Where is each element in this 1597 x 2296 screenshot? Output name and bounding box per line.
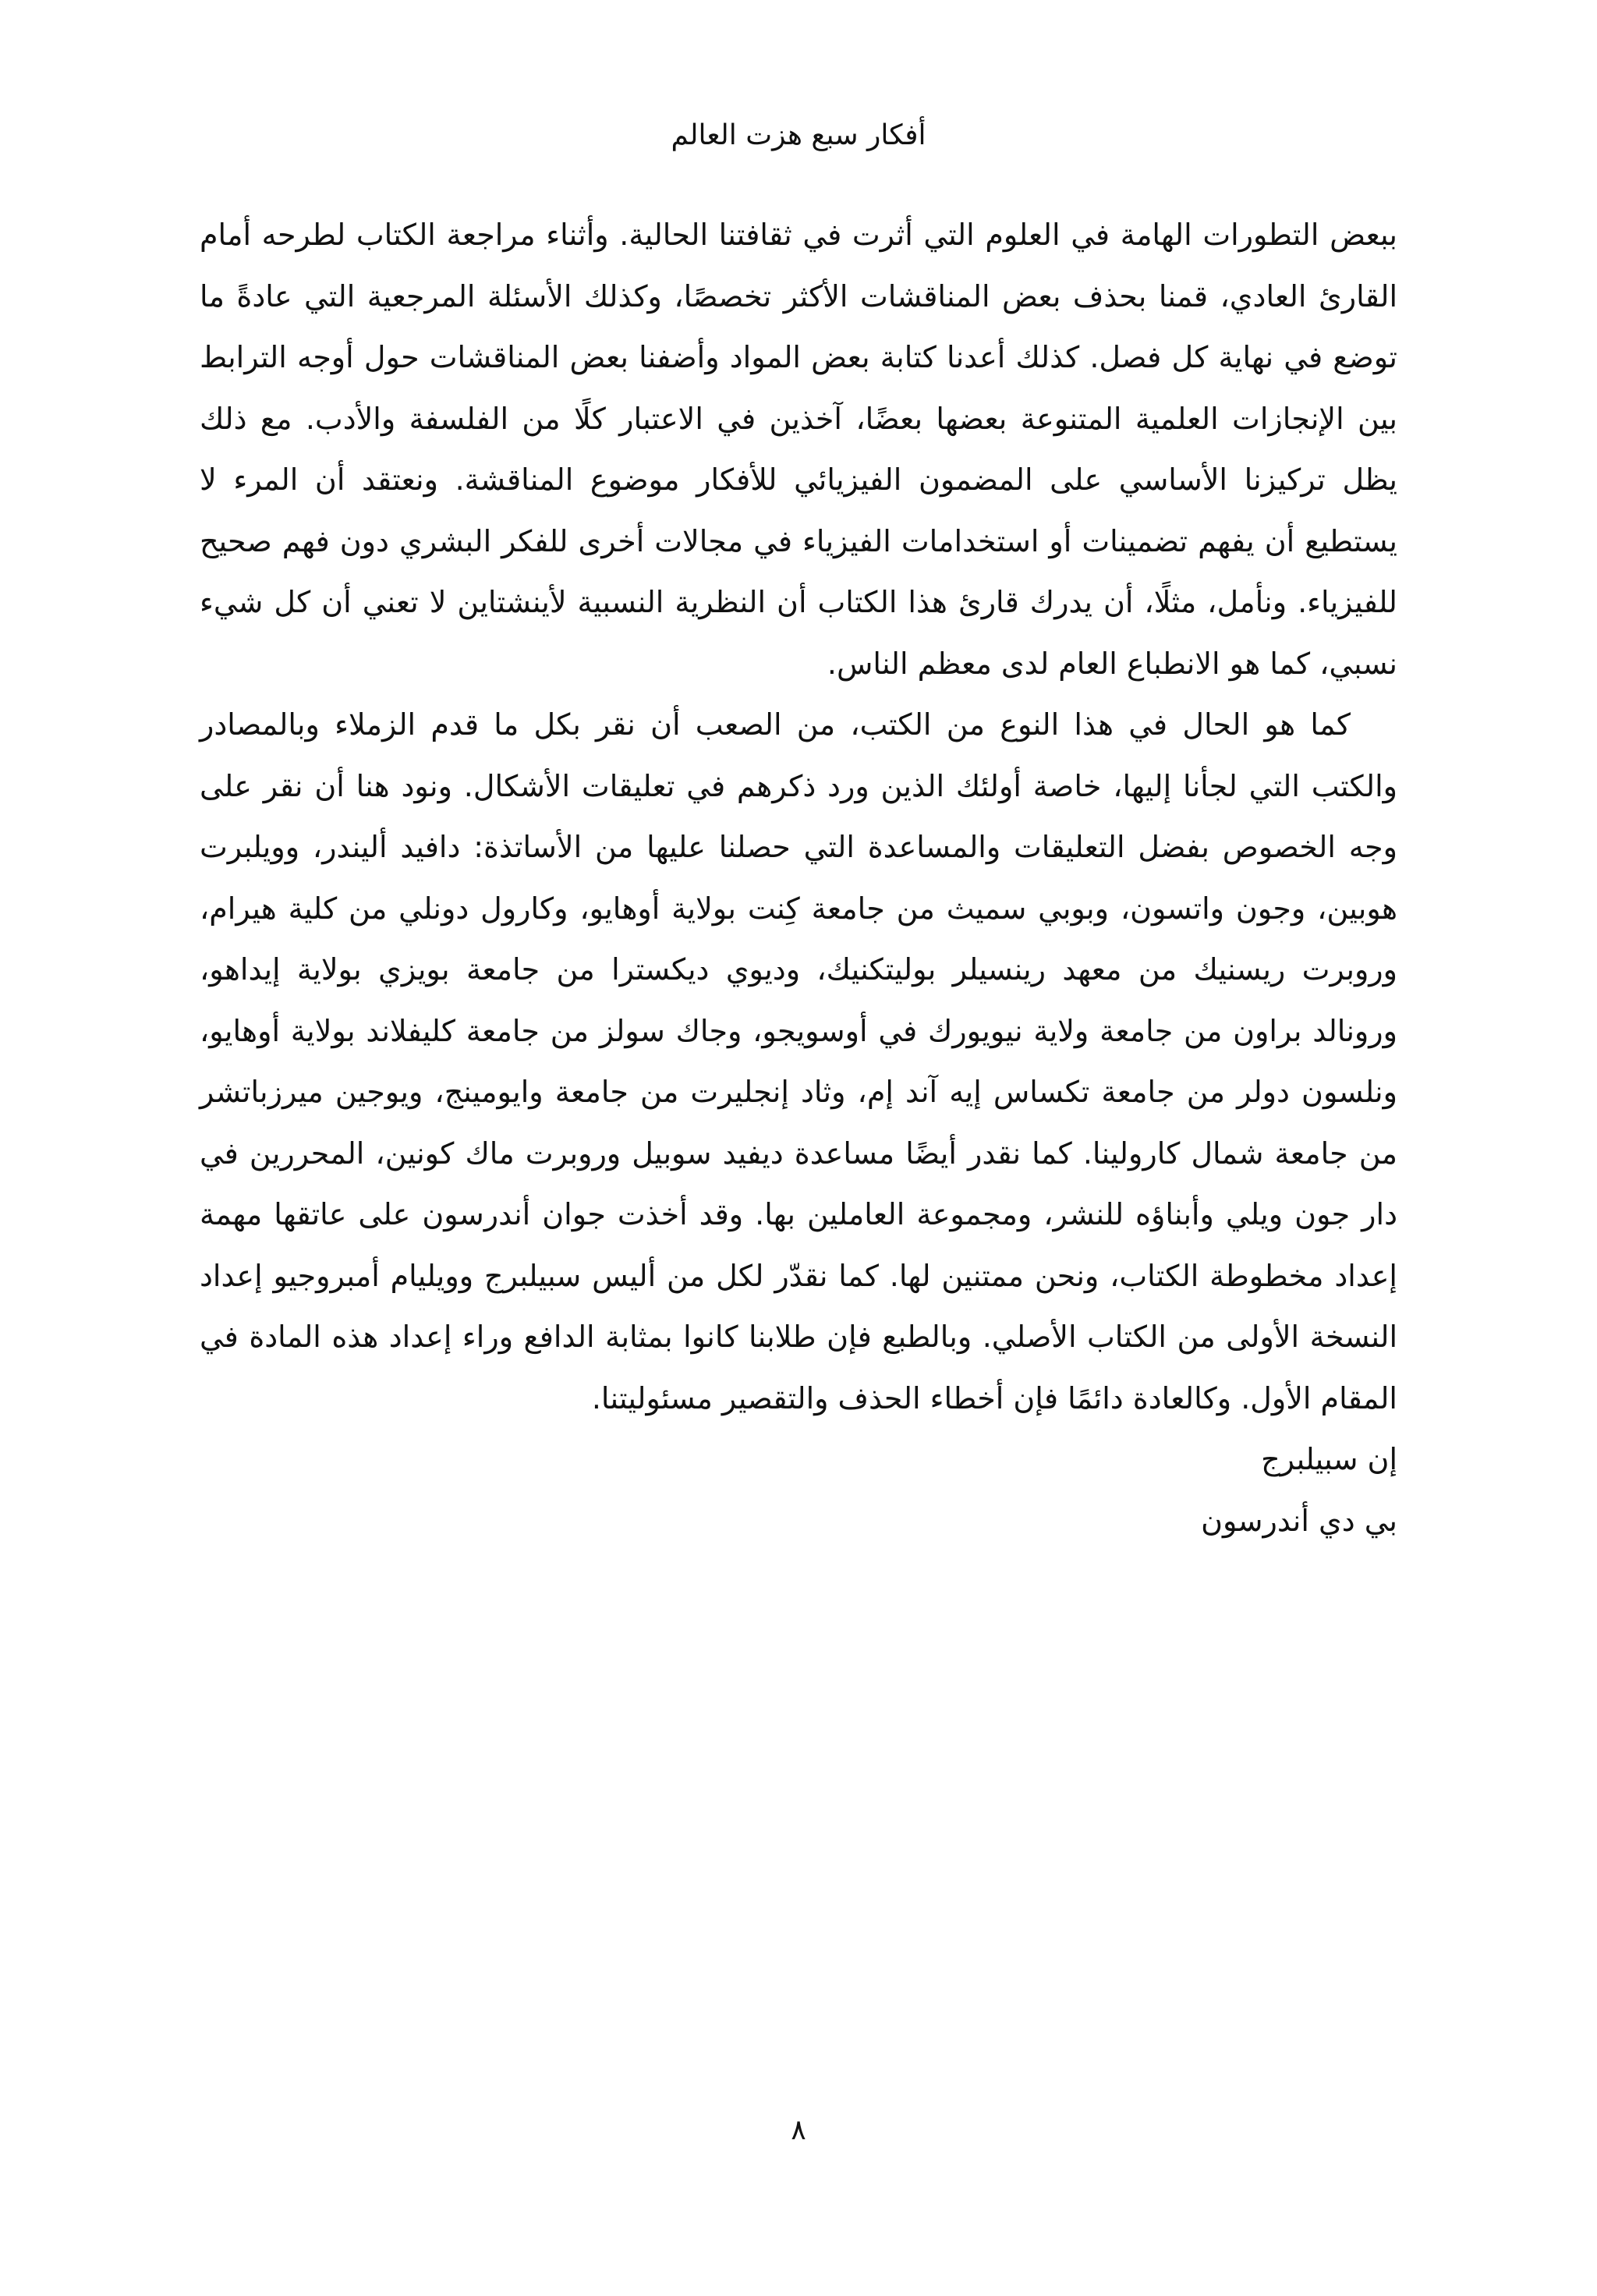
body-text [200, 204, 1397, 1551]
paragraph-2: كما هو الحال في هذا النوع من الكتب، من الصعب أن نقر بكل ما قدم الزملاء وبالمصادر والكتب التي لجأنا إليها، خاصة أولئك الذين ورد ذكرهم في تعليقات الأشكال. ونود هنا أن نقر على وجه الخصوص بفضل التعليقات والمساعدة التي حصلنا عليها من الأساتذة: دافيد أليندر، وويلبرت هوبين، وجون واتسون، وبوبي سميث من جامعة كِنت بولاية أوهايو، وكارول دونلي من كلية هيرام، وروبرت ريسنيك من معهد رينسيلر بوليتكنيك، وديوي ديكسترا من جامعة بويزي بولاية إيداهو، ورونالد براون من جامعة ولاية نيويورك في أوسويجو، وجاك سولز من جامعة كليفلاند بولاية أوهايو، ونلسون دولر من جامعة تكساس إيه آند إم، وثاد إنجليرت من جامعة وايومينج، ويوجين ميرزباتشر من جامعة شمال كارولينا. كما نقدر أيضًا مساعدة ديفيد سوبيل وروبرت ماك كونين، المحررين في دار جون ويلي وأبناؤه للنشر، ومجموعة العاملين بها. وقد أخذت جوان أندرسون على عاتقها مهمة إعداد مخطوطة الكتاب، ونحن ممتنين لها. كما نقدّر لكل من أليس سبيلبرج وويليام أمبروجيو إعداد النسخة الأولى من الكتاب الأصلي. وبالطبع فإن طلابنا كانوا بمثابة الدافع وراء إعداد هذه المادة في المقام الأول. وكالعادة دائمًا فإن أخطاء الحذف والتقصير مسئوليتنا. [200, 707, 1397, 1416]
paragraph-1: ببعض التطورات الهامة في العلوم التي أثرت في ثقافتنا الحالية. وأثناء مراجعة الكتاب لطرحه أمام القارئ العادي، قمنا بحذف بعض المناقشات الأكثر تخصصًا، وكذلك الأسئلة المرجعية التي عادةً ما توضع في نهاية كل فصل. كذلك أعدنا كتابة بعض المواد وأضفنا بعض المناقشات حول أوجه الترابط بين الإنجازات العلمية المتنوعة بعضها بعضًا، آخذين في الاعتبار كلًا من الفلسفة والأدب. مع ذلك يظل تركيزنا الأساسي على المضمون الفيزيائي للأفكار موضوع المناقشة. ونعتقد أن المرء لا يستطيع أن يفهم تضمينات أو استخدامات الفيزياء في مجالات أخرى للفكر البشري دون فهم صحيح للفيزياء. ونأمل، مثلًا، أن يدرك قارئ هذا الكتاب أن النظرية النسبية لأينشتاين لا تعني أن كل شيء نسبي، كما هو الانطباع العام لدى معظم الناس. [200, 218, 1397, 681]
page-number: ٨ [791, 2114, 806, 2146]
author-signature-2: بي دي أندرسون [1201, 1503, 1397, 1538]
author-signature-1: إن سبيلبرج [1261, 1442, 1397, 1476]
running-header: أفكار سبع هزت العالم [671, 119, 926, 151]
